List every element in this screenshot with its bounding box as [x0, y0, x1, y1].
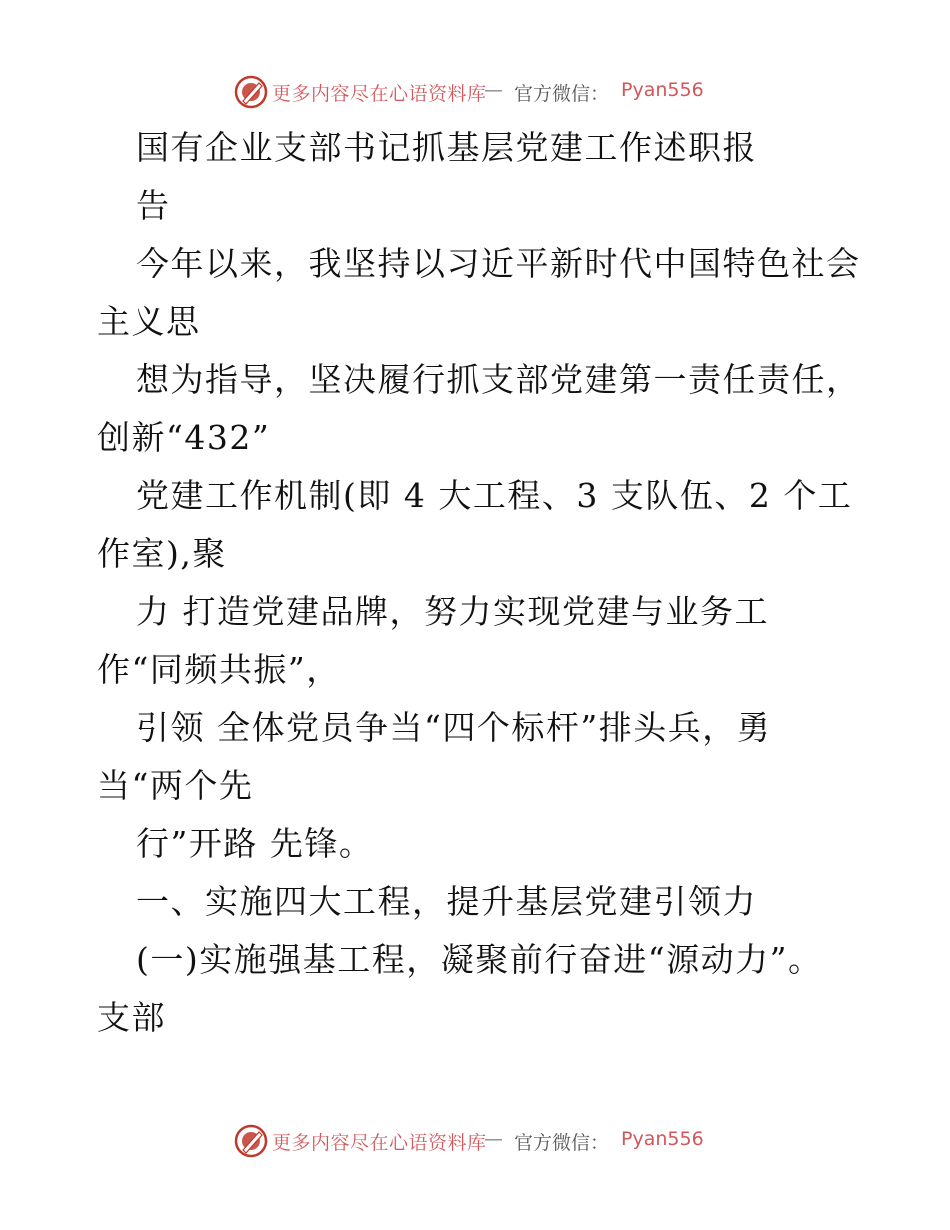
paragraph-line: 力 打造党建品牌，努力实现党建与业务工 [136, 592, 769, 631]
paragraph-line: 支部 [97, 998, 166, 1037]
paragraph-line: 党建工作机制(即 4 大工程、3 支队伍、2 个工 [136, 476, 853, 515]
subsection-heading: (一)实施强基工程，凝聚前行奋进“源动力”。 [136, 940, 823, 979]
document-title: 国有企业支部书记抓基层党建工作述职报 [136, 128, 757, 167]
document-title-continued: 告 [136, 186, 171, 225]
banner-text: 更多内容尽在心语资料库 [272, 1132, 487, 1154]
paragraph-line: 想为指导，坚决履行抓支部党建第一责任责任， [136, 360, 861, 399]
banner-separator: — [484, 79, 503, 101]
wechat-label: 官方微信： [514, 1132, 610, 1154]
wechat-id: Pyan556 [621, 1128, 704, 1150]
paragraph-line: 今年以来，我坚持以习近平新时代中国特色社会 [136, 244, 861, 283]
pen-logo-icon [233, 74, 269, 110]
paragraph-line: 作“同频共振”， [97, 650, 341, 689]
section-heading: 一、实施四大工程，提升基层党建引领力 [136, 882, 757, 921]
paragraph-line: 引领 全体党员争当“四个标杆”排头兵，勇 [136, 708, 772, 747]
footer-banner [0, 1121, 950, 1161]
wechat-label: 官方微信： [514, 83, 610, 105]
banner-separator: — [484, 1128, 503, 1150]
wechat-id: Pyan556 [621, 79, 704, 101]
paragraph-line: 行”开路 先锋。 [136, 824, 374, 863]
banner-text: 更多内容尽在心语资料库 [272, 83, 487, 105]
paragraph-line: 创新“432” [97, 418, 271, 457]
paragraph-line: 作室),聚 [97, 534, 227, 573]
paragraph-line: 当“两个先 [97, 766, 254, 805]
paragraph-line: 主义思 [97, 302, 201, 341]
pen-logo-icon [233, 1123, 269, 1159]
header-banner [0, 72, 950, 112]
